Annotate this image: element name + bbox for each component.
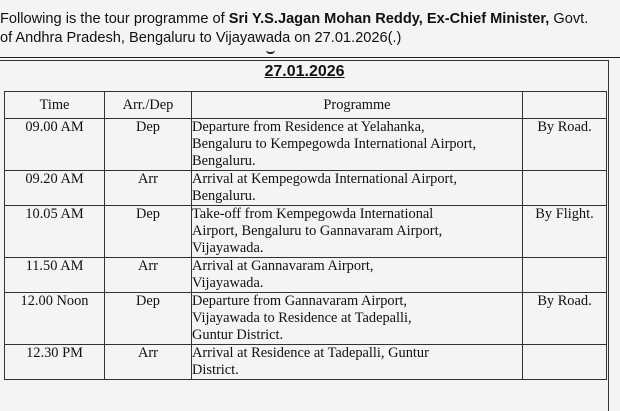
table-header-row: [5, 92, 607, 119]
header-arr-dep: Arr./Dep: [105, 92, 192, 119]
cell-mode: By Road.: [523, 293, 607, 345]
cell-arr-dep: Arr: [105, 258, 192, 293]
programme-line: Departure from Gannavaram Airport,: [192, 293, 407, 309]
schedule-date-title: 27.01.2026: [264, 63, 345, 80]
programme-line: Arrival at Kempegowda International Airport,: [192, 171, 457, 187]
schedule-table: [4, 91, 607, 380]
header-programme: Programme: [192, 92, 523, 119]
table-row: [5, 345, 607, 380]
programme-line: Bengaluru.: [192, 188, 256, 204]
programme-line: Arrival at Gannavaram Airport,: [192, 258, 374, 274]
cell-arr-dep: Dep: [105, 119, 192, 171]
programme-line: District.: [192, 362, 239, 378]
header-mode: [523, 92, 607, 119]
programme-line: Departure from Residence at Yelahanka,: [192, 119, 425, 135]
cell-programme: [192, 258, 523, 293]
programme-line: Vijayawada.: [192, 275, 264, 291]
table-row: [5, 171, 607, 206]
programme-line: Bengaluru.: [192, 153, 256, 169]
programme-line: Arrival at Residence at Tadepalli, Guntur: [192, 345, 429, 361]
intro-part-1: Following is the tour programme of: [0, 11, 229, 27]
table-row: [5, 119, 607, 171]
page-divider: [0, 57, 620, 58]
intro-text: [0, 10, 620, 48]
table-row: [5, 258, 607, 293]
cell-mode: [523, 171, 607, 206]
tear-mark: [266, 49, 275, 54]
cell-mode: [523, 345, 607, 380]
cell-programme: [192, 119, 523, 171]
table-row: [5, 293, 607, 345]
intro-part-2: Govt.: [549, 11, 589, 27]
cell-arr-dep: Arr: [105, 345, 192, 380]
cell-programme: [192, 293, 523, 345]
programme-line: Take-off from Kempegowda International: [192, 206, 434, 222]
cell-time: 10.05 AM: [5, 206, 105, 258]
cell-mode: [523, 258, 607, 293]
programme-line: Vijayawada to Residence at Tadepalli,: [192, 310, 412, 326]
intro-official-name: Sri Y.S.Jagan Mohan Reddy, Ex-Chief Minister,: [228, 11, 550, 27]
table-row: [5, 206, 607, 258]
cell-mode: By Road.: [523, 119, 607, 171]
intro-line-1: [0, 10, 620, 29]
cell-time: 09.00 AM: [5, 119, 105, 171]
intro-line-2: of Andhra Pradesh, Bengaluru to Vijayawada on 27.01.2026(.): [0, 30, 402, 46]
cell-arr-dep: Dep: [105, 206, 192, 258]
cell-mode: By Flight.: [523, 206, 607, 258]
programme-line: Bengaluru to Kempegowda International Airport,: [192, 136, 477, 152]
programme-line: Airport, Bengaluru to Gannavaram Airport,: [192, 223, 443, 239]
cell-programme: [192, 206, 523, 258]
cell-arr-dep: Arr: [105, 171, 192, 206]
cell-programme: [192, 345, 523, 380]
cell-time: 12.30 PM: [5, 345, 105, 380]
cell-programme: [192, 171, 523, 206]
cell-time: 11.50 AM: [5, 258, 105, 293]
header-time: Time: [5, 92, 105, 119]
cell-arr-dep: Dep: [105, 293, 192, 345]
cell-time: 09.20 AM: [5, 171, 105, 206]
programme-line: Guntur District.: [192, 327, 284, 343]
cell-time: 12.00 Noon: [5, 293, 105, 345]
programme-line: Vijayawada.: [192, 240, 264, 256]
